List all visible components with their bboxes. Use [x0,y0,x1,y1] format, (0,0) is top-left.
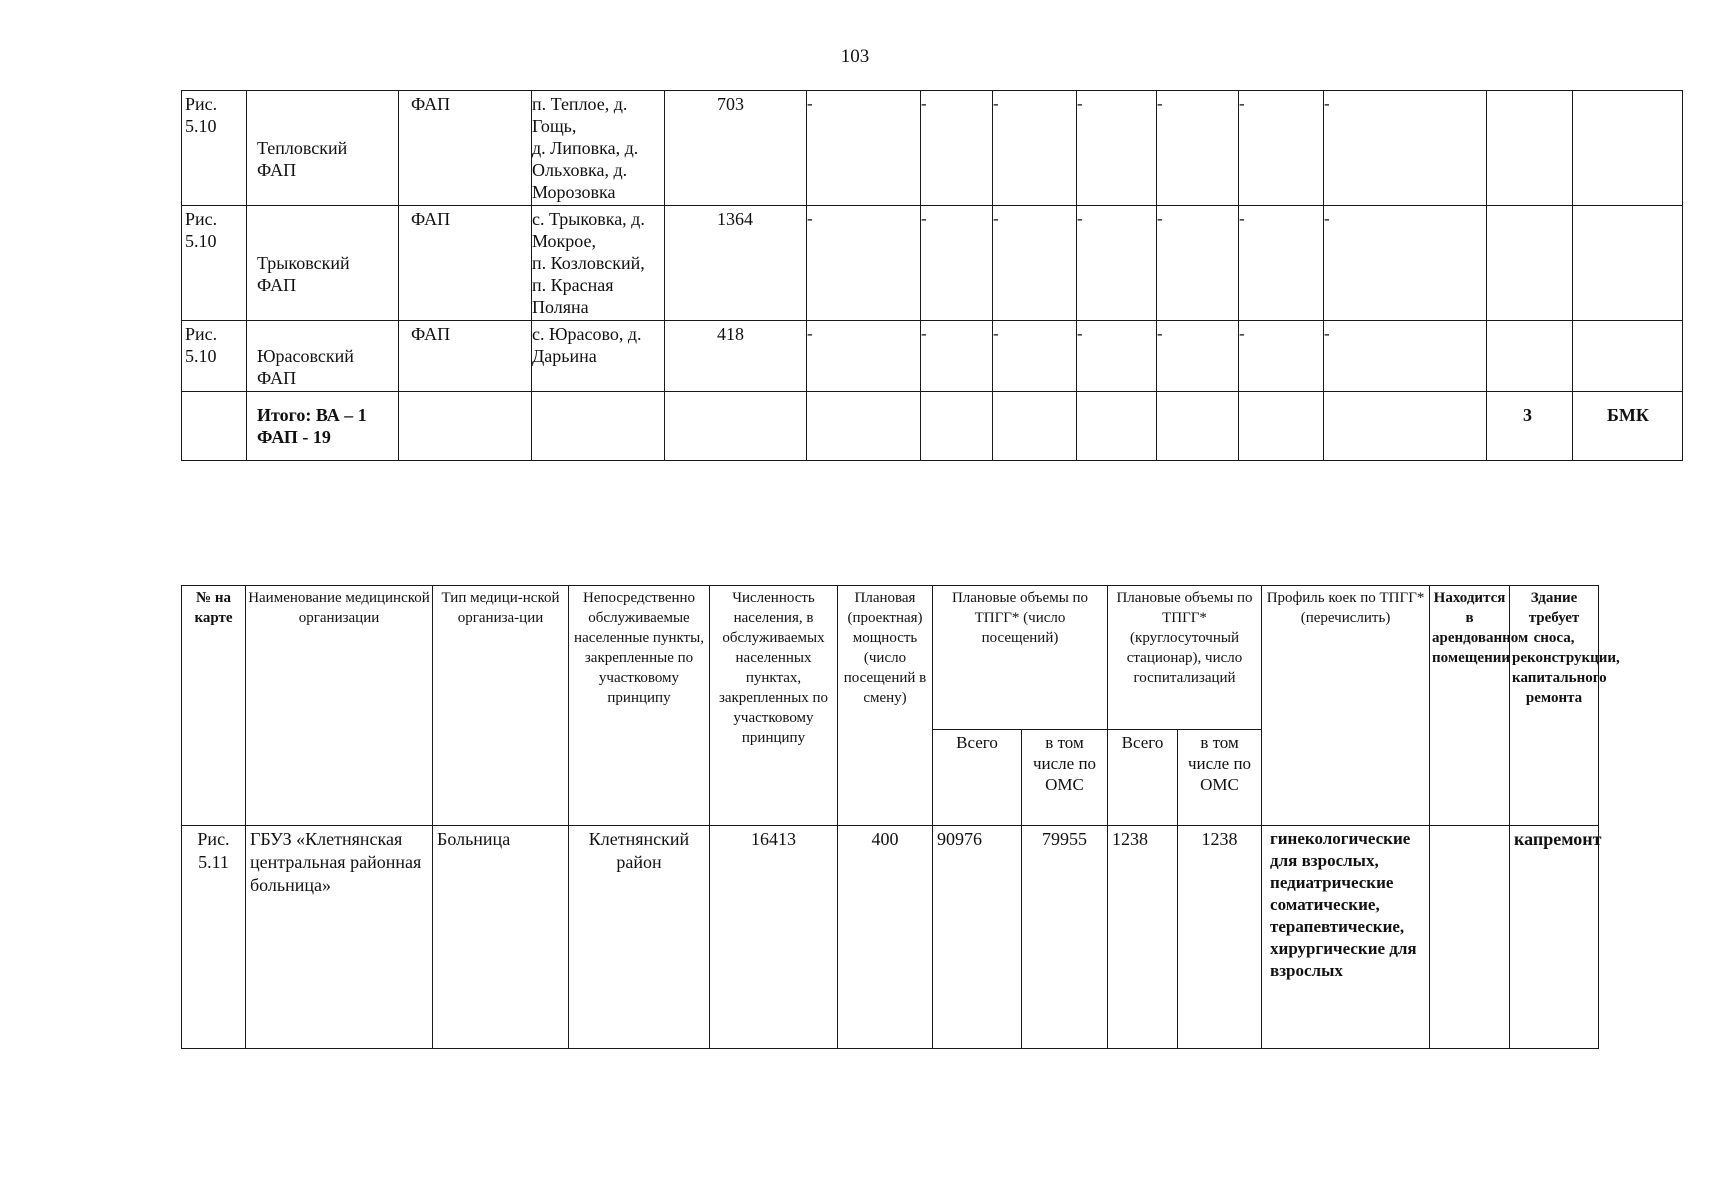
name-spacer [257,323,395,345]
settlement-line: д. Липовка, д. [532,138,639,158]
cell-dash: - [1324,206,1487,321]
cell-bed-profile: гинекологические для взрослых, педиатрические соматические, терапевтические, хирургические для взрослых [1262,826,1430,1049]
settlement-line: Ольховка, д. [532,160,628,180]
cell-population: 703 [665,91,807,206]
cell-dash: - [993,321,1077,392]
cell-empty [921,392,993,461]
cell-name [247,206,399,321]
cell-dash: - [921,91,993,206]
header-bed-profile: Профиль коек по ТПГГ* (перечислить) [1262,586,1430,826]
cell-empty [1239,392,1324,461]
header-visits-oms: в том числе по ОМС [1022,730,1108,826]
cell-ref: Рис. 5.10 [182,321,247,392]
cell-org-type: Больница [433,826,569,1049]
cell-dash: - [1324,321,1487,392]
cell-ref: Рис. 5.10 [182,206,247,321]
cell-empty [1157,392,1239,461]
settlement-line: с. Юрасово, д. [532,324,642,344]
settlement-line: с. Трыковка, д. [532,209,645,229]
name-line: Юрасовский [257,346,354,366]
cell-capacity: 400 [838,826,933,1049]
settlement-line: п. Козловский, [532,253,645,273]
table-row [182,206,1683,321]
name-line: ФАП [257,160,297,180]
cell-empty [1487,91,1573,206]
cell-empty [1077,392,1157,461]
cell-name [247,91,399,206]
header-visits-total: Всего [933,730,1022,826]
cell-empty [1324,392,1487,461]
cell-total-count: 3 [1487,392,1573,461]
cell-dash: - [807,206,921,321]
cell-dash: - [1157,91,1239,206]
cell-empty [1487,206,1573,321]
cell-empty [1487,321,1573,392]
cell-total-building: БМК [1573,392,1683,461]
settlement-line: Поляна [532,297,589,317]
header-rented: Находится в арендованном помещении [1430,586,1510,826]
total-line: ФАП - 19 [257,427,331,447]
cell-settlements: Клетнянский район [569,826,710,1049]
name-line: Трыковский [257,253,350,273]
name-spacer [257,93,395,137]
cell-empty [182,392,247,461]
cell-dash: - [1157,206,1239,321]
cell-settlements [532,206,665,321]
settlement-line: п. Красная [532,275,614,295]
cell-empty [993,392,1077,461]
header-hosp-total: Всего [1108,730,1178,826]
cell-rented [1430,826,1510,1049]
cell-ref: Рис. 5.10 [182,91,247,206]
cell-dash: - [1077,321,1157,392]
cell-population: 1364 [665,206,807,321]
header-map-no: № на карте [182,586,246,826]
header-visits: Плановые объемы по ТПГГ* (число посещений) [933,586,1108,730]
cell-hosp-oms: 1238 [1178,826,1262,1049]
name-spacer [257,208,395,252]
table-row [182,826,1599,1049]
settlement-line: Дарьина [532,346,597,366]
cell-dash: - [993,206,1077,321]
top-table [181,90,1683,461]
settlement-line: Морозовка [532,182,616,202]
header-settlements: Непосредственно обслуживаемые населенные пункты, закрепленные по участковому принципу [569,586,710,826]
header-hospitalizations: Плановые объемы по ТПГГ* (круглосуточный стационар), число госпитализаций [1108,586,1262,730]
cell-dash: - [1077,91,1157,206]
header-population: Численность населения, в обслуживаемых населенных пунктах, закрепленных по участковому принципу [710,586,838,826]
table-row [182,321,1683,392]
total-line: Итого: ВА – 1 [257,405,367,425]
settlement-line: Мокрое, [532,231,597,251]
cell-name [247,321,399,392]
cell-dash: - [1239,206,1324,321]
cell-empty [1573,321,1683,392]
cell-empty [399,392,532,461]
cell-population: 418 [665,321,807,392]
cell-empty [807,392,921,461]
cell-empty [1573,206,1683,321]
cell-dash: - [921,321,993,392]
cell-type: ФАП [399,206,532,321]
name-line: Тепловский [257,138,348,158]
cell-empty [665,392,807,461]
header-org-type: Тип медици-нской организа-ции [433,586,569,826]
page-number: 103 [840,46,870,67]
cell-settlements [532,91,665,206]
cell-empty [532,392,665,461]
cell-dash: - [1239,91,1324,206]
cell-type: ФАП [399,91,532,206]
settlement-line: п. Теплое, д. [532,94,628,114]
bottom-table [181,585,1620,1049]
cell-dash: - [1239,321,1324,392]
cell-dash: - [1324,91,1487,206]
header-capacity: Плановая (проектная) мощность (число посещений в смену) [838,586,933,826]
cell-dash: - [807,321,921,392]
cell-visits-total: 90976 [933,826,1022,1049]
cell-map-no: Рис. 5.11 [182,826,246,1049]
cell-population: 16413 [710,826,838,1049]
cell-total-label [247,392,399,461]
total-row [182,392,1683,461]
cell-dash: - [807,91,921,206]
cell-type: ФАП [399,321,532,392]
header-hosp-oms: в том числе по ОМС [1178,730,1262,826]
name-line: ФАП [257,275,297,295]
cell-dash: - [993,91,1077,206]
cell-org-name: ГБУЗ «Клетнянская центральная районная больница» [246,826,433,1049]
name-line: ФАП [257,368,297,388]
header-building: Здание требует сноса, реконструкции, капитального ремонта [1510,586,1599,826]
cell-visits-oms: 79955 [1022,826,1108,1049]
cell-empty [1573,91,1683,206]
settlement-line: Гощь, [532,116,577,136]
cell-settlements [532,321,665,392]
cell-dash: - [1157,321,1239,392]
cell-dash: - [1077,206,1157,321]
cell-dash: - [921,206,993,321]
header-org-name: Наименование медицинской организации [246,586,433,826]
cell-building: капремонт [1510,826,1599,1049]
cell-hosp-total: 1238 [1108,826,1178,1049]
table-row [182,91,1683,206]
